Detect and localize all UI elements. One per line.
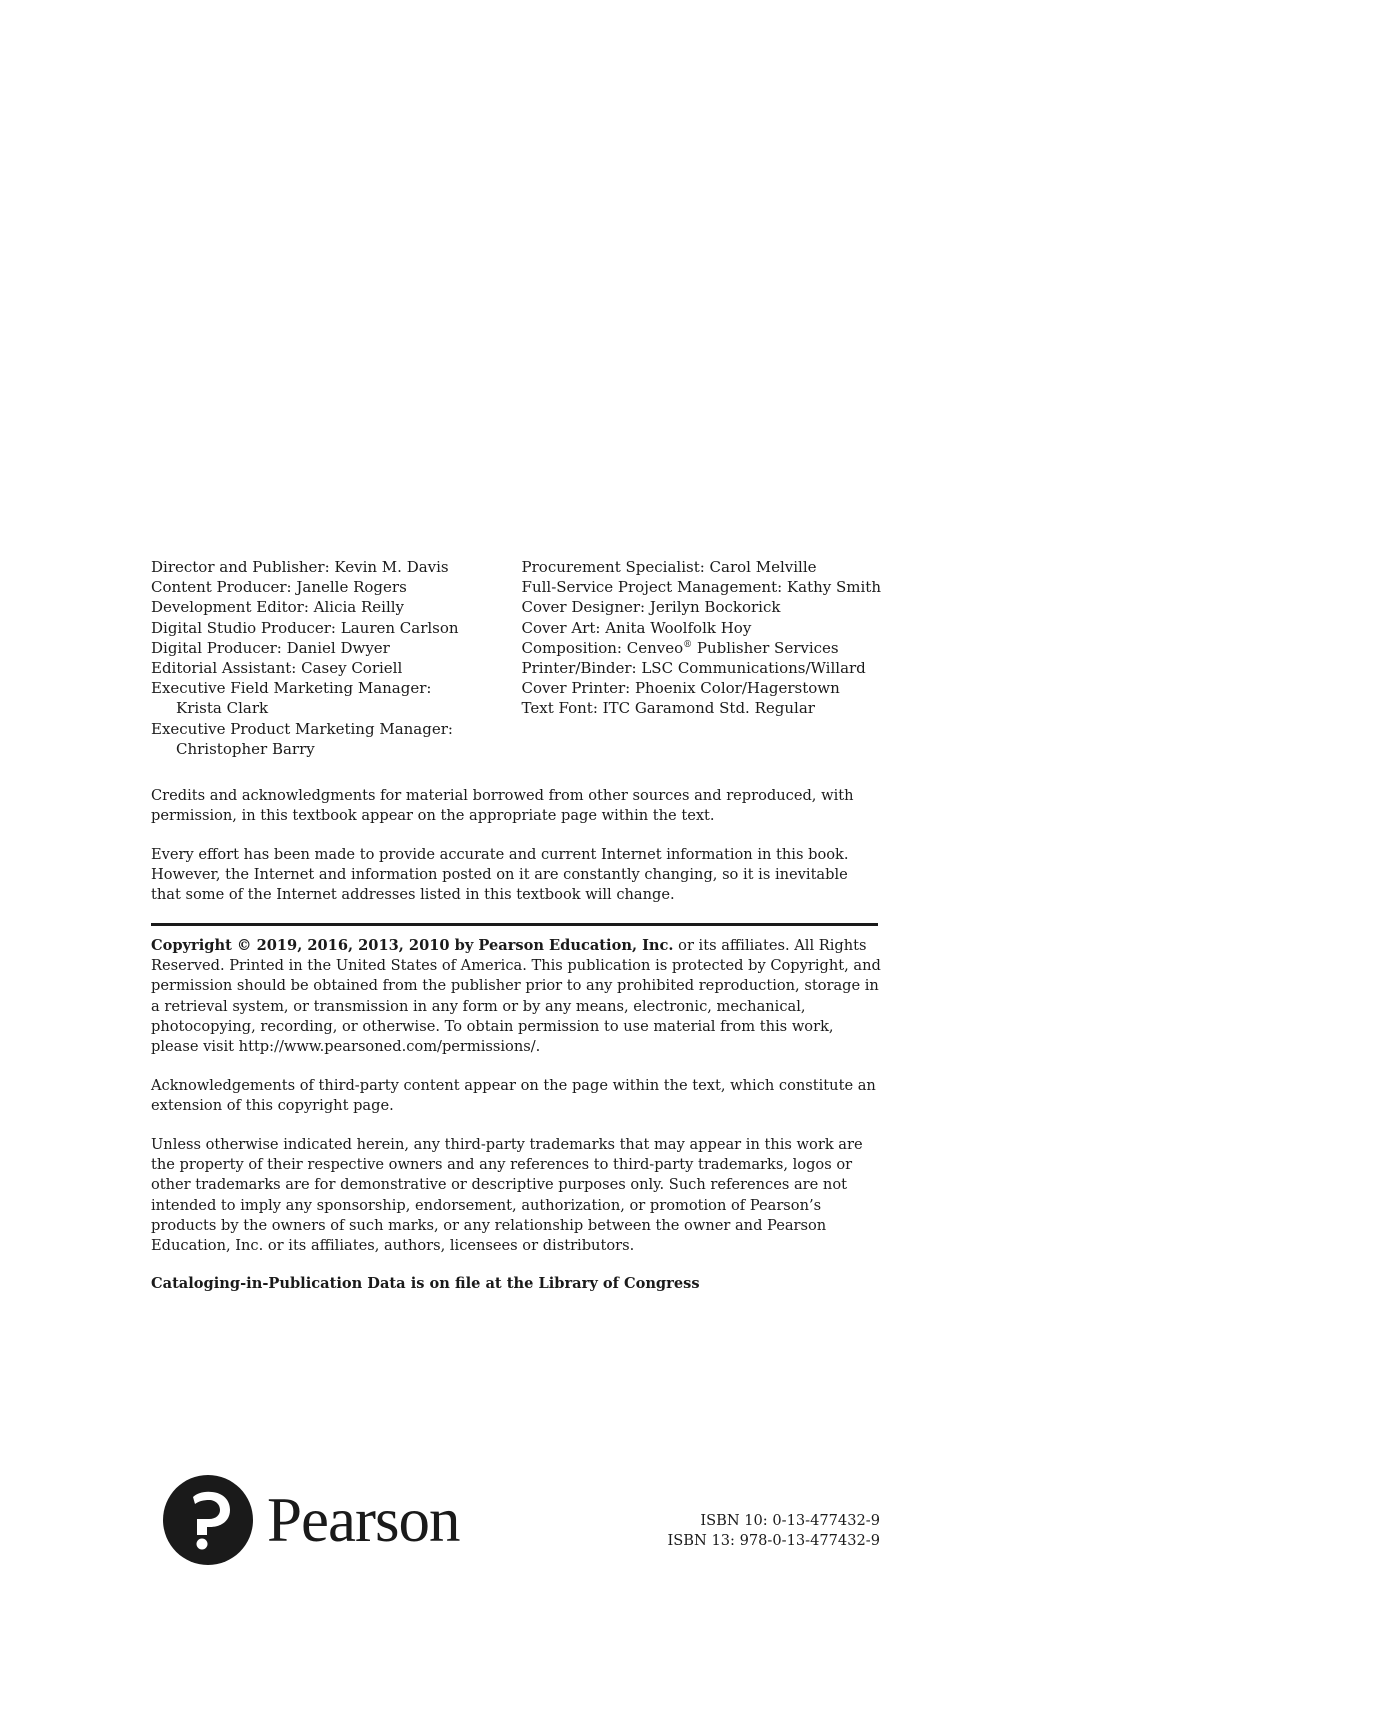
credit-line: Executive Field Marketing Manager: [151,679,432,698]
internet-note-paragraph: Every effort has been made to provide accurate and current Internet information in this book. However, the Internet and information posted on it are constantly changing, so it is inevitable that some of the Internet addresses listed in this textbook will change. [151,846,849,904]
credit-line: Cover Designer: Jerilyn Bockorick [521,598,781,617]
credit-line: Krista Clark [176,699,269,718]
acknowledgements-paragraph: Acknowledgements of third-party content appear on the page within the text, which constitute an extension of this copyright page. [151,1077,876,1115]
credit-line: Printer/Binder: LSC Communications/Willard [521,659,866,678]
pearson-p-icon [163,1475,253,1565]
credit-line: Development Editor: Alicia Reilly [151,598,405,617]
credit-line: Cover Art: Anita Woolfolk Hoy [521,618,752,637]
copyright-paragraph [151,936,881,1057]
copyright-details: or its affiliates. All Rights Reserved. Printed in the United States of America. This publication is protected by Copyright, and permission should be obtained from the publisher prior to any prohibited reproduction, storage in a retrieval system, or transmission in any form or by any means, electronic, mechanical, photocopying, recording, or otherwise. To obtain permission to use material from this work, please visit http://www.pearsoned.com/permissions/. [151,937,881,1056]
isbn-10: ISBN 10: 0-13-477432-9 [700,1512,880,1529]
credit-line: Executive Product Marketing Manager: [151,719,453,738]
credit-line: Cover Printer: Phoenix Color/Hagerstown [521,679,840,698]
credit-line: Director and Publisher: Kevin M. Davis [151,558,449,576]
composition-suffix: Publisher Services [692,638,839,657]
pearson-wordmark: Pearson [267,1484,460,1555]
cip-statement: Cataloging-in-Publication Data is on file at the Library of Congress [151,1275,700,1292]
isbn-13: ISBN 13: 978-0-13-477432-9 [667,1532,880,1549]
credit-line: Full-Service Project Management: Kathy Smith [521,578,881,597]
credit-line-composition [522,638,881,658]
credit-line: Content Producer: Janelle Rogers [151,578,407,597]
copyright-statement: Copyright © 2019, 2016, 2013, 2010 by Pearson Education, Inc. [151,937,674,954]
credits-left-column [151,557,522,759]
credit-line: Editorial Assistant: Casey Coriell [151,659,403,678]
credits-right-column [522,557,881,759]
credit-line: Christopher Barry [176,739,315,758]
credit-line: Text Font: ITC Garamond Std. Regular [521,699,815,718]
composition-label: Composition: Cenveo [521,638,684,657]
horizontal-rule [151,923,878,926]
trademarks-paragraph: Unless otherwise indicated herein, any third-party trademarks that may appear in this work are the property of their respective owners and any references to third-party trademarks, logos or other trademarks are for demonstrative or descriptive purposes only. Such references are not intended to imply any sponsorship, endorsement, authorization, or promotion of Pearson’s products by the owners of such marks, or any relationship between the owner and Pearson Education, Inc. or its affiliates, authors, licensees or distributors. [151,1136,863,1255]
isbn-block [668,1511,880,1551]
production-credits [151,557,881,759]
registered-mark: ® [683,639,693,650]
credit-line: Digital Studio Producer: Lauren Carlson [151,618,459,637]
credit-line: Procurement Specialist: Carol Melville [521,558,817,576]
pearson-logo [163,1475,459,1565]
credit-line: Digital Producer: Daniel Dwyer [151,638,390,657]
credits-note-paragraph: Credits and acknowledgments for material borrowed from other sources and reproduced, with permission, in this textbook appear on the appropriate page within the text. [151,787,854,825]
